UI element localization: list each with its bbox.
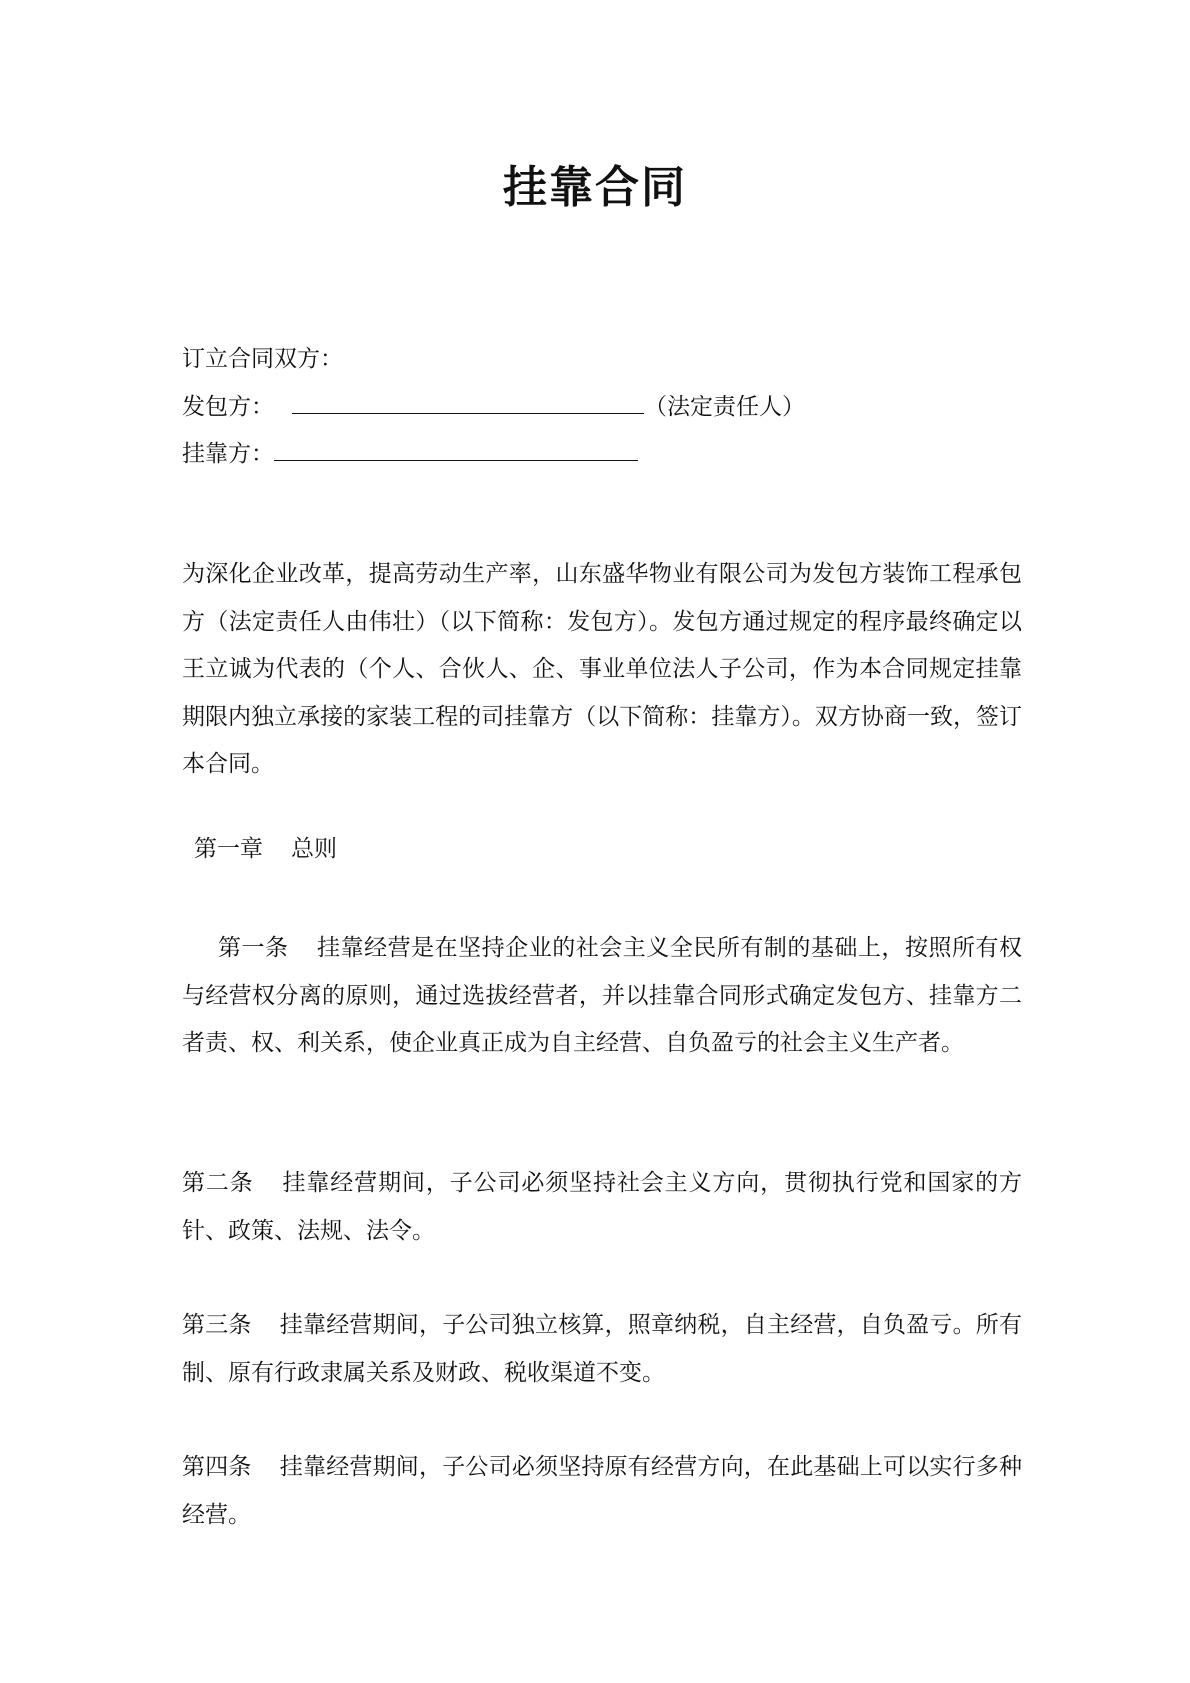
- article-1: [182, 925, 1022, 1068]
- affiliate-label: 挂靠方：: [182, 441, 274, 467]
- article-1-text: 挂靠经营是在坚持企业的社会主义全民所有制的基础上，按照所有权与经营权分离的原则，通过选拔经营者，并以挂靠合同形式确定发包方、挂靠方二者责、权、利关系，使企业真正成为自主经营、自负盈亏的社会主义生产者。: [182, 935, 1023, 1056]
- chapter-number: 第一章: [194, 836, 263, 862]
- article-4-text: 挂靠经营期间，子公司必须坚持原有经营方向，在此基础上可以实行多种经营。: [182, 1454, 1023, 1528]
- article-2: [182, 1160, 1022, 1255]
- article-4: [182, 1444, 1022, 1539]
- contractor-blank: [292, 391, 644, 414]
- affiliate-blank: [274, 438, 638, 461]
- chapter-heading: [194, 834, 337, 864]
- contractor-line: [182, 391, 805, 422]
- parties-heading: 订立合同双方：: [182, 346, 343, 372]
- affiliate-line: [182, 438, 638, 469]
- article-3-text: 挂靠经营期间，子公司独立核算，照章纳税，自主经营，自负盈亏。所有制、原有行政隶属关系及财政、税收渠道不变。: [182, 1312, 1023, 1386]
- chapter-name: 总则: [291, 836, 337, 862]
- article-2-number: 第二条: [182, 1170, 254, 1196]
- contractor-suffix: （法定责任人）: [644, 394, 805, 420]
- article-2-text: 挂靠经营期间，子公司必须坚持社会主义方向，贯彻执行党和国家的方针、政策、法规、法令。: [182, 1170, 1023, 1244]
- article-4-number: 第四条: [182, 1454, 252, 1480]
- contractor-label: 发包方：: [182, 394, 274, 420]
- intro-paragraph: 为深化企业改革，提高劳动生产率，山东盛华物业有限公司为发包方装饰工程承包方（法定责任人由伟壮）（以下简称：发包方）。发包方通过规定的程序最终确定以王立诚为代表的（个人、合伙人、企、事业单位法人子公司，作为本合同规定挂靠期限内独立承接的家装工程的司挂靠方（以下简称：挂靠方）。双方协商一致，签订本合同。: [182, 561, 1022, 777]
- article-3: [182, 1302, 1022, 1397]
- article-1-number: 第一条: [218, 935, 289, 961]
- document-title: 挂靠合同: [503, 162, 687, 213]
- article-3-number: 第三条: [182, 1312, 252, 1338]
